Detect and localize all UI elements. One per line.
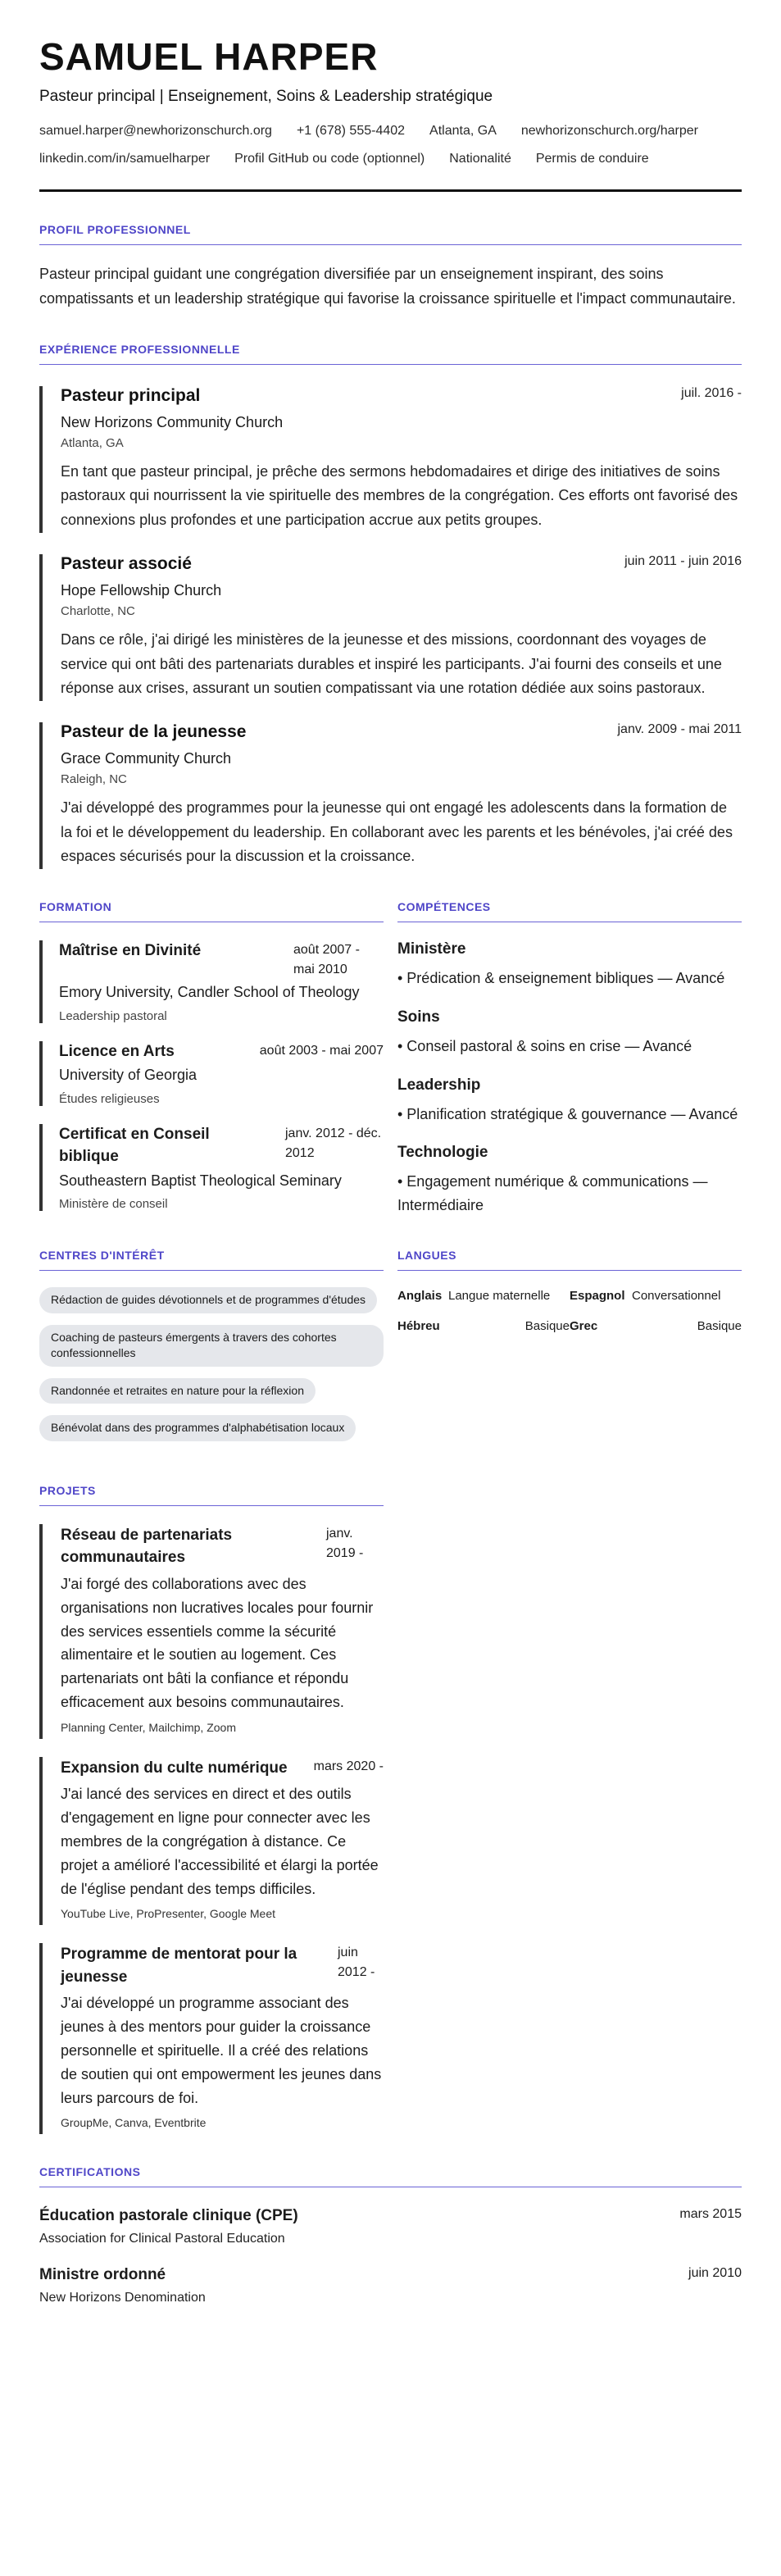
candidate-name: SAMUEL HARPER [39,35,379,78]
section-title-education: FORMATION [39,900,384,922]
degree-focus: Études religieuses [59,1092,160,1107]
degree-focus: Leadership pastoral [59,1008,167,1023]
language-name: Grec [570,1318,598,1333]
interest-chip: Bénévolat dans des programmes d'alphabétisation locaux [39,1415,356,1441]
contact-email[interactable]: samuel.harper@newhorizonschurch.org [39,123,272,138]
job-date: janv. 2009 - mai 2011 [617,721,742,736]
project-date: mars 2020 - [313,1759,384,1773]
certification-date: mars 2015 [679,2207,742,2222]
contact-license: Permis de conduire [535,151,649,166]
experience-entry [39,386,742,533]
language-level: Conversationnel [632,1288,721,1303]
degree-title: Maîtrise en Divinité [59,941,202,959]
section-title-languages: LANGUES [397,1249,742,1271]
project-entry [39,1524,384,1739]
languages-column [397,1217,742,1453]
degree-date: août 2003 - mai 2007 [259,1043,384,1058]
project-tools: Planning Center, Mailchimp, Zoom [61,1720,236,1734]
degree-title: Certificat en Conseil biblique [59,1126,210,1165]
skills-column [397,869,742,1217]
certification-entry [39,2266,742,2305]
job-description: Dans ce rôle, j'ai dirigé les ministères de la jeunesse et des missions, coordonnant des voyages de service qui ont bâti des partenariats durables et inspiré les participants. J'ai fourni des conseils et une réponse aux crises, assurant un soutien compatissant via une rotation dédiée aux soins pastoraux. [61,630,722,697]
interest-chips [39,1287,384,1453]
language-name: Hébreu [397,1318,440,1333]
projects-column [39,1484,384,2134]
degree-date: août 2007 - mai 2010 [293,942,360,976]
languages-list [397,1289,742,1333]
section-title-profile: PROFIL PROFESSIONNEL [39,223,742,245]
project-title: Programme de mentorat pour la jeunesse [61,1946,297,1986]
project-title: Réseau de partenariats communautaires [61,1526,233,1567]
project-title: Expansion du culte numérique [61,1759,288,1777]
interest-chip: Randonnée et retraites en nature pour la réflexion [39,1378,316,1404]
interests-column [39,1217,384,1453]
job-organization: New Horizons Community Church [61,413,284,430]
skill-item: • Planification stratégique & gouvernance — Avancé [397,1105,738,1122]
skill-item: • Prédication & enseignement bibliques — Avancé [397,969,725,986]
contact-website[interactable]: newhorizonschurch.org/harper [520,123,698,138]
job-title: Pasteur principal [61,385,201,405]
contact-info [39,124,742,180]
education-entry [39,1041,384,1106]
job-title: Pasteur associé [61,553,192,573]
degree-focus: Ministère de conseil [59,1197,168,1212]
section-title-interests: CENTRES D'INTÉRÊT [39,1249,384,1271]
project-description: J'ai forgé des collaborations avec des organisations non lucratives locales pour fournir des services essentiels comme la sécurité alimentaire et le soutien au logement. Ces partenariats ont bâti la confiance et répondu efficacement aux besoins communautaires. [61,1576,374,1710]
language-name: Anglais [397,1288,443,1303]
contact-linkedin[interactable]: linkedin.com/in/samuelharper [39,151,211,166]
education-entry [39,940,384,1023]
candidate-tagline: Pasteur principal | Enseignement, Soins & Leadership stratégique [39,87,493,105]
certification-issuer: New Horizons Denomination [39,2291,206,2305]
project-entry [39,1757,384,1926]
job-description: En tant que pasteur principal, je prêche des sermons hebdomadaires et dirige des initiatives de soins pastoraux qui nourrissent la vie spirituelle des membres de la congrégation. Ces efforts ont favorisé des connexions plus profondes et une participation accrue aux petits groupes. [61,462,738,529]
two-column-row [39,869,742,1217]
experience-entry [39,554,742,701]
certification-title: Éducation pastorale clinique (CPE) [39,2207,298,2225]
job-location: Charlotte, NC [61,603,135,618]
contact-github[interactable]: Profil GitHub ou code (optionnel) [234,151,425,166]
job-organization: Hope Fellowship Church [61,581,222,598]
section-title-skills: COMPÉTENCES [397,900,742,922]
contact-nationality: Nationalité [449,151,511,166]
degree-date: janv. 2012 - déc. 2012 [285,1126,382,1161]
certification-issuer: Association for Clinical Pastoral Education [39,2232,285,2246]
experience-entry [39,722,742,869]
section-title-projects: PROJETS [39,1484,384,1506]
contact-location: Atlanta, GA [429,123,497,138]
project-tools: YouTube Live, ProPresenter, Google Meet [61,1907,276,1921]
skill-category: Soins [397,1008,440,1026]
project-tools: GroupMe, Canva, Eventbrite [61,2116,207,2130]
job-date: juin 2011 - juin 2016 [624,553,742,568]
job-description: J'ai développé des programmes pour la jeunesse qui ont engagé les adolescents dans la formation de la foi et le développement du leadership. En collaborant avec les parents et les bénévoles, j'ai créé des espaces sécurisés pour la discussion et la croissance. [61,799,733,865]
language-level: Basique [524,1318,570,1333]
profile-summary: Pasteur principal guidant une congrégation diversifiée par un enseignement inspirant, des soins compatissants et un leadership stratégique qui favorise la croissance spirituelle et l'impact communautaire. [39,265,736,307]
section-title-certifications: CERTIFICATIONS [39,2165,742,2187]
school-name: University of Georgia [59,1067,198,1084]
header-divider [39,189,742,192]
skill-category: Technologie [397,1144,488,1162]
contact-phone[interactable]: +1 (678) 555-4402 [296,123,406,138]
skill-item: • Engagement numérique & communications — Intermédiaire [397,1173,708,1214]
interest-chip: Rédaction de guides dévotionnels et de programmes d'études [39,1287,377,1313]
project-description: J'ai lancé des services en direct et des outils d'engagement en ligne pour connecter avec les membres de la congrégation à distance. Ce projet a amélioré l'accessibilité et élargi la portée de l'église pendant des temps difficiles. [61,1786,379,1897]
project-date: janv. 2019 - [326,1526,364,1560]
job-date: juil. 2016 - [681,385,742,400]
school-name: Emory University, Candler School of Theology [59,983,360,1000]
interest-chip: Coaching de pasteurs émergents à travers des cohortes confessionnelles [39,1325,384,1367]
project-entry [39,1943,384,2134]
degree-title: Licence en Arts [59,1042,175,1060]
language-level: Langue maternelle [448,1288,551,1303]
job-location: Atlanta, GA [61,435,124,450]
project-description: J'ai développé un programme associant des jeunes à des mentors pour guider la croissance personnelle et spirituelle. Il a créé des relations de soutien qui ont empowerment les jeunes dans leurs parcours de foi. [61,1995,382,2106]
school-name: Southeastern Baptist Theological Seminary [59,1172,342,1189]
two-column-row [39,1217,742,1453]
certification-date: juin 2010 [688,2266,742,2281]
skill-category: Ministère [397,940,466,958]
section-title-experience: EXPÉRIENCE PROFESSIONNELLE [39,343,742,365]
skill-category: Leadership [397,1076,481,1094]
certification-entry [39,2207,742,2246]
language-name: Espagnol [570,1288,625,1303]
resume-header [39,36,742,192]
job-location: Raleigh, NC [61,771,127,786]
education-column [39,869,384,1217]
job-organization: Grace Community Church [61,749,232,767]
project-date: juin 2012 - [338,1946,375,1980]
job-title: Pasteur de la jeunesse [61,721,247,741]
skill-item: • Conseil pastoral & soins en crise — Avancé [397,1037,692,1054]
certification-title: Ministre ordonné [39,2266,166,2284]
language-level: Basique [697,1318,742,1333]
education-entry [39,1124,384,1211]
